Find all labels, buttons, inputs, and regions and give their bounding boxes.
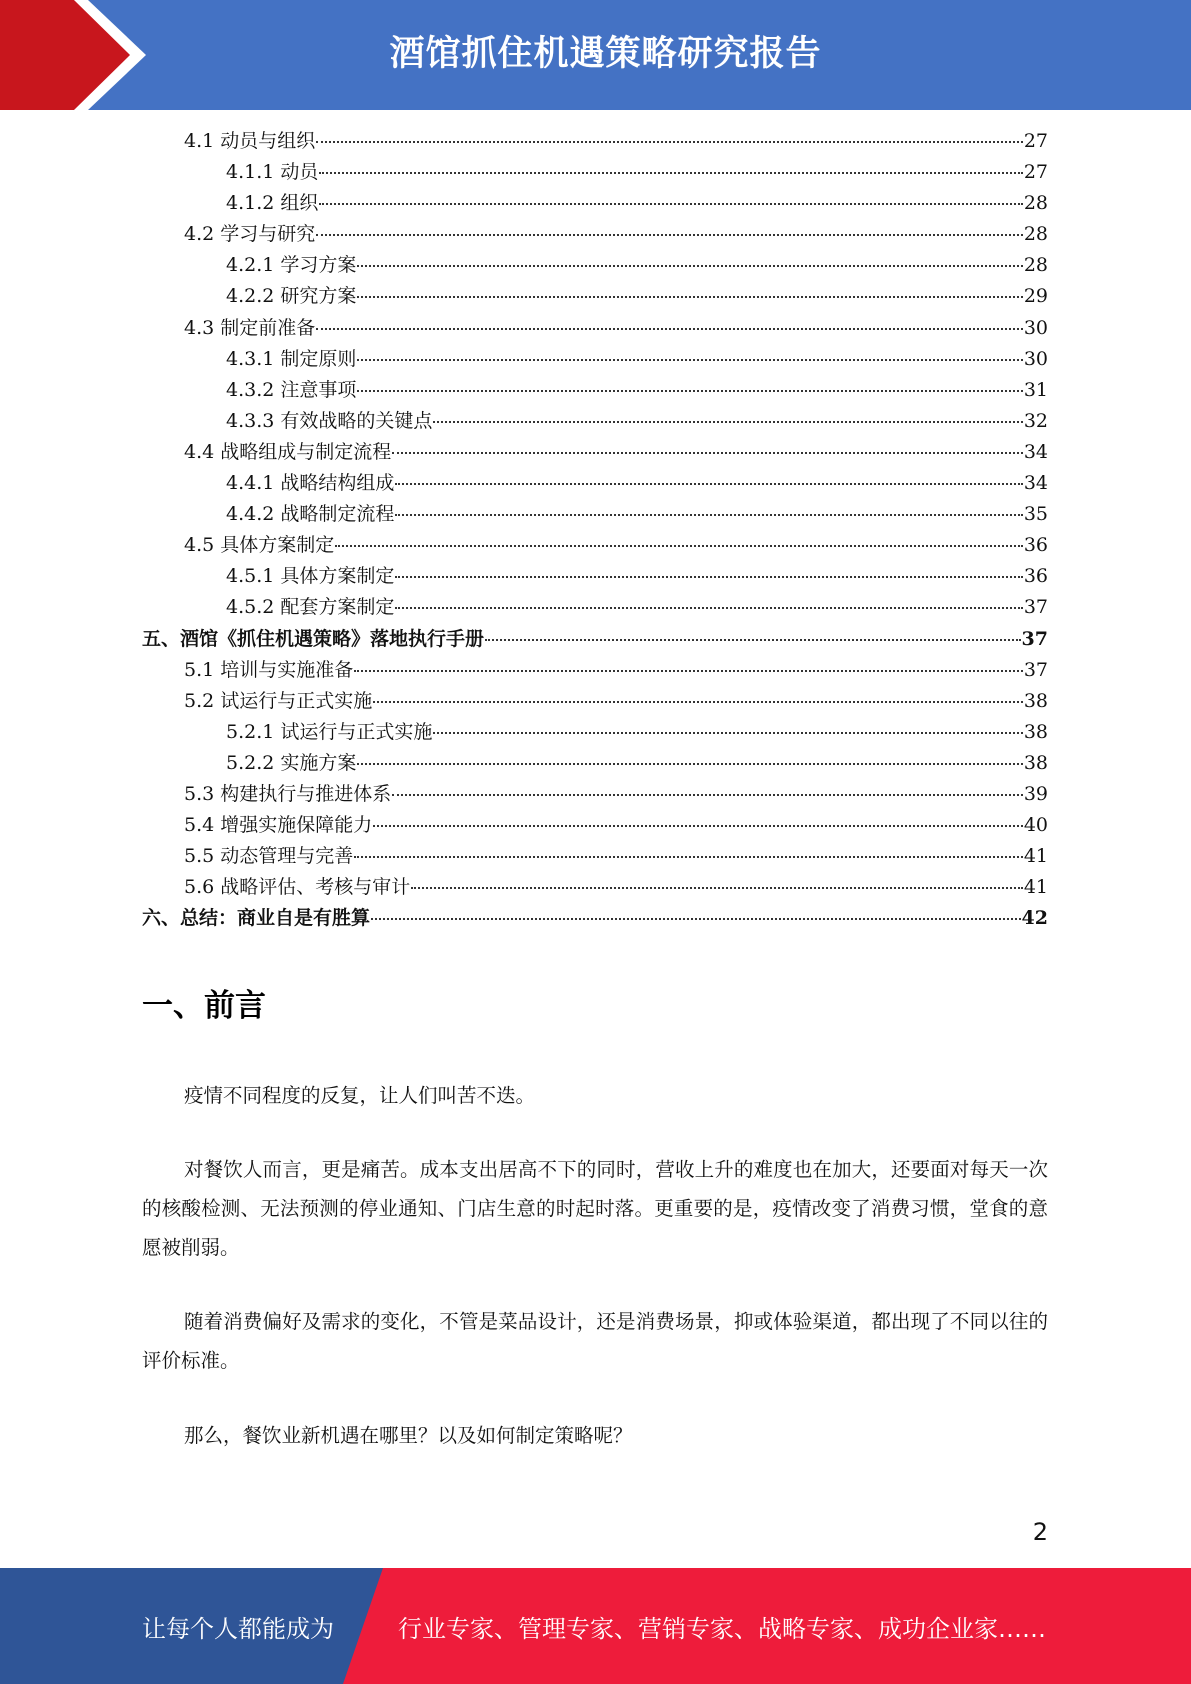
toc-entry-label: 4.3.2 注意事项 (226, 378, 357, 401)
toc-leader-dots (411, 887, 1023, 889)
toc-entry[interactable] (142, 313, 1048, 344)
toc-entry-page: 38 (1023, 720, 1048, 743)
footer-slogan-right: 行业专家、管理专家、营销专家、战略专家、成功企业家…… (398, 1615, 1046, 1643)
toc-entry[interactable] (142, 592, 1048, 623)
toc-entry-page: 41 (1023, 876, 1048, 899)
toc-entry-page: 29 (1023, 285, 1048, 308)
toc-leader-dots (357, 296, 1022, 298)
toc-leader-dots (395, 514, 1022, 516)
document-title: 酒馆抓住机遇策略研究报告 (389, 34, 822, 74)
toc-entry[interactable] (142, 748, 1048, 779)
toc-leader-dots (316, 141, 1023, 143)
toc-entry-page: 37 (1023, 596, 1048, 619)
toc-entry-label: 4.2.1 学习方案 (226, 254, 357, 277)
toc-leader-dots (433, 732, 1022, 734)
table-of-contents (142, 126, 1048, 934)
toc-entry-page: 42 (1021, 907, 1048, 930)
toc-entry[interactable] (142, 686, 1048, 717)
toc-entry-label: 4.5 具体方案制定 (184, 534, 335, 557)
toc-entry-page: 36 (1023, 534, 1048, 557)
toc-entry-page: 28 (1023, 223, 1048, 246)
toc-entry[interactable] (142, 530, 1048, 561)
toc-entry[interactable] (142, 624, 1048, 655)
toc-leader-dots (316, 328, 1023, 330)
toc-entry-label: 5.1 培训与实施准备 (184, 658, 354, 681)
toc-entry-page: 37 (1021, 627, 1048, 650)
toc-entry-label: 4.3.3 有效战略的关键点 (226, 409, 433, 432)
toc-leader-dots (392, 452, 1023, 454)
toc-leader-dots (335, 545, 1023, 547)
toc-leader-dots (485, 639, 1021, 641)
toc-leader-dots (395, 483, 1022, 485)
footer-banner (0, 1568, 1191, 1684)
page-number: 2 (1032, 1518, 1048, 1546)
toc-entry[interactable] (142, 841, 1048, 872)
toc-leader-dots (319, 203, 1022, 205)
toc-entry-page: 38 (1023, 689, 1048, 712)
toc-entry[interactable] (142, 717, 1048, 748)
toc-entry-page: 36 (1023, 565, 1048, 588)
toc-entry-page: 37 (1023, 658, 1048, 681)
paragraph-4: 那么，餐饮业新机遇在哪里？以及如何制定策略呢？ (184, 1424, 633, 1447)
toc-entry-label: 5.5 动态管理与完善 (184, 845, 354, 868)
toc-entry[interactable] (142, 903, 1048, 934)
toc-entry-label: 4.4.1 战略结构组成 (226, 472, 395, 495)
toc-entry-label: 5.4 增强实施保障能力 (184, 814, 373, 837)
toc-entry[interactable] (142, 219, 1048, 250)
toc-leader-dots (357, 359, 1022, 361)
toc-entry-label: 4.3 制定前准备 (184, 316, 316, 339)
header-banner (0, 0, 1191, 110)
toc-entry-label: 5.2.1 试运行与正式实施 (226, 720, 433, 743)
toc-entry-label: 4.2.2 研究方案 (226, 285, 357, 308)
toc-entry[interactable] (142, 810, 1048, 841)
toc-entry-page: 40 (1023, 814, 1048, 837)
toc-entry[interactable] (142, 561, 1048, 592)
toc-entry-label: 4.3.1 制定原则 (226, 347, 357, 370)
toc-leader-dots (392, 794, 1023, 796)
toc-entry[interactable] (142, 499, 1048, 530)
toc-entry[interactable] (142, 375, 1048, 406)
toc-entry[interactable] (142, 250, 1048, 281)
toc-entry-label: 5.2 试运行与正式实施 (184, 689, 373, 712)
toc-leader-dots (373, 825, 1023, 827)
toc-entry[interactable] (142, 655, 1048, 686)
toc-entry-page: 39 (1023, 782, 1048, 805)
paragraph-2: 对餐饮人而言，更是痛苦。成本支出居高不下的同时，营收上升的难度也在加大，还要面对每天一次的核酸检测、无法预测的停业通知、门店生意的时起时落。更重要的是，疫情改变了消费习惯，堂食的意愿被削弱。 (142, 1158, 1048, 1259)
paragraph-3: 随着消费偏好及需求的变化，不管是菜品设计，还是消费场景，抑或体验渠道，都出现了不同以往的评价标准。 (142, 1310, 1048, 1372)
toc-entry-label: 4.4.2 战略制定流程 (226, 503, 395, 526)
paragraph-1: 疫情不同程度的反复，让人们叫苦不迭。 (184, 1084, 536, 1107)
toc-entry-label: 六、总结：商业自是有胜算 (142, 907, 371, 930)
toc-entry-label: 4.1.1 动员 (226, 161, 319, 184)
toc-entry-label: 5.6 战略评估、考核与审计 (184, 876, 411, 899)
toc-leader-dots (316, 234, 1023, 236)
toc-leader-dots (319, 172, 1022, 174)
toc-entry-page: 27 (1023, 130, 1048, 152)
toc-entry-label: 4.1 动员与组织 (184, 130, 316, 152)
section-heading: 一、前言 (142, 988, 266, 1024)
toc-entry-page: 32 (1023, 409, 1048, 432)
toc-entry-label: 5.3 构建执行与推进体系 (184, 782, 392, 805)
toc-entry[interactable] (142, 468, 1048, 499)
toc-leader-dots (357, 390, 1022, 392)
toc-leader-dots (395, 607, 1022, 609)
toc-entry-page: 34 (1023, 472, 1048, 495)
toc-entry-label: 5.2.2 实施方案 (226, 751, 357, 774)
toc-leader-dots (373, 701, 1023, 703)
toc-leader-dots (357, 763, 1022, 765)
toc-entry-label: 4.5.1 具体方案制定 (226, 565, 395, 588)
toc-entry[interactable] (142, 281, 1048, 312)
toc-entry-page: 28 (1023, 192, 1048, 215)
toc-entry[interactable] (142, 779, 1048, 810)
footer-slogan-left: 让每个人都能成为 (142, 1615, 334, 1643)
toc-entry-page: 38 (1023, 751, 1048, 774)
toc-entry-page: 28 (1023, 254, 1048, 277)
toc-leader-dots (357, 265, 1022, 267)
toc-entry-page: 30 (1023, 347, 1048, 370)
toc-entry-page: 30 (1023, 316, 1048, 339)
toc-entry-label: 4.4 战略组成与制定流程 (184, 440, 392, 463)
toc-entry[interactable] (142, 406, 1048, 437)
toc-entry[interactable] (142, 437, 1048, 468)
toc-entry[interactable] (142, 157, 1048, 188)
toc-leader-dots (433, 421, 1022, 423)
toc-entry[interactable] (142, 872, 1048, 903)
toc-entry-label: 4.2 学习与研究 (184, 223, 316, 246)
toc-entry-page: 41 (1023, 845, 1048, 868)
toc-entry-page: 34 (1023, 440, 1048, 463)
toc-entry[interactable] (142, 126, 1048, 157)
toc-entry-label: 五、酒馆《抓住机遇策略》落地执行手册 (142, 627, 485, 650)
toc-entry-page: 35 (1023, 503, 1048, 526)
toc-leader-dots (371, 918, 1021, 920)
toc-entry-label: 4.5.2 配套方案制定 (226, 596, 395, 619)
toc-entry[interactable] (142, 344, 1048, 375)
toc-entry-page: 27 (1023, 161, 1048, 184)
toc-entry[interactable] (142, 188, 1048, 219)
toc-leader-dots (354, 856, 1023, 858)
toc-entry-page: 31 (1023, 378, 1048, 401)
toc-leader-dots (354, 670, 1023, 672)
toc-leader-dots (395, 576, 1022, 578)
toc-entry-label: 4.1.2 组织 (226, 192, 319, 215)
